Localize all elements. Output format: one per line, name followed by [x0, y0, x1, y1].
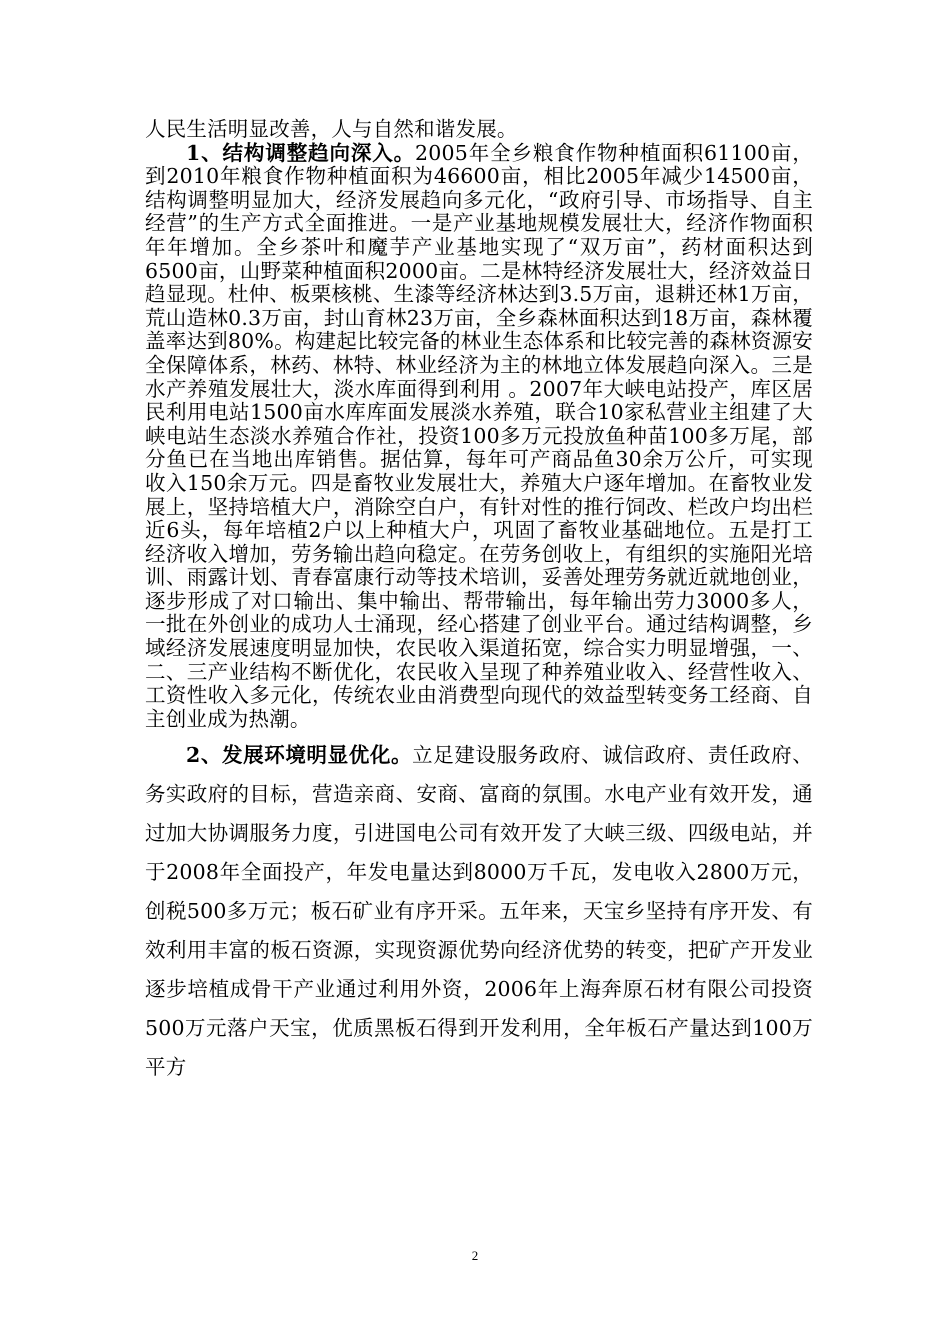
page-number: 2: [471, 1248, 479, 1263]
section-2-body: 立足建设服务政府、诚信政府、责任政府、务实政府的目标，营造亲商、安商、富商的氛围。水电产业有效开发，通过加大协调服务力度，引进国电公司有效开发了大峡三级、四级电站，并于2008年全面投产，年发电量达到8000万千瓦，发电收入2800万元，创税500多万元；板石矿业有序开采。五年来，天宝乡坚持有序开发、有效利用丰富的板石资源，实现资源优势向经济优势的转变，把矿产开发业逐步培植成骨干产业通过利用外资，2006年上海奔原石材有限公司投资500万元落户天宝，优质黑板石得到开发利用，全年板石产量达到100万平方: [145, 743, 813, 1079]
section-1-body: 2005年全乡粮食作物种植面积61100亩，到2010年粮食作物种植面积为46600亩，相比2005年减少14500亩，结构调整明显加大，经济发展趋向多元化，“政府引导、市场指导、自主经营”的生产方式全面推进。一是产业基地规模发展壮大，经济作物面积年年增加。全乡茶叶和魔芋产业基地实现了“双万亩”，药材面积达到6500亩，山野菜种植面积2000亩。二是林特经济发展壮大，经济效益日趋显现。杜仲、板栗核桃、生漆等经济林达到3.5万亩，退耕还林1万亩，荒山造林0.3万亩，封山育林23万亩，全乡森林面积达到18万亩，森林覆盖率达到80%。构建起比较完备的林业生态体系和比较完善的森林资源安全保障体系，林药、林特、林业经济为主的林地立体发展趋向深入。三是水产养殖发展壮大，淡水库面得到利用 。2007年大峡电站投产，库区居民利用电站1500亩水库库面发展淡水养殖，联合10家私营业主组建了大峡电站生态淡水养殖合作社，投资100多万元投放鱼种苗100多万尾，部分鱼已在当地出库销售。据估算，每年可产商品鱼30余万公斤，可实现收入150余万元。四是畜牧业发展壮大，养殖大户逐年增加。在畜牧业发展上，坚持培植大户，消除空白户，有针对性的推行饲改、栏改户均出栏近6头，每年培植2户以上种植大户，巩固了畜牧业基础地位。五是打工经济收入增加，劳务输出趋向稳定。在劳务创收上，有组织的实施阳光培训、雨露计划、青春富康行动等技术培训，妥善处理劳务就近就地创业，逐步形成了对口输出、集中输出、帮带输出，每年输出劳力3000多人，一批在外创业的成功人士涌现，经心搭建了创业平台。通过结构调整，乡域经济发展速度明显加快，农民收入渠道拓宽，综合实力明显增强，一、二、三产业结构不断优化，农民收入呈现了种养殖业收入、经营性收入、工资性收入多元化，传统农业由消费型向现代的效益型转变务工经商、自主创业成为热潮。: [145, 140, 813, 731]
opening-line: 人民生活明显改善，人与自然和谐发展。: [145, 117, 518, 141]
body-text: [145, 118, 813, 1087]
dense-section: [145, 118, 813, 731]
section-1-paragraph: [145, 142, 813, 732]
loose-section: [145, 736, 813, 1086]
section-1-heading: 1、结构调整趋向深入。: [186, 140, 416, 165]
section-2-heading: 2、发展环境明显优化。: [186, 743, 413, 768]
section-2-paragraph: [145, 736, 813, 1086]
